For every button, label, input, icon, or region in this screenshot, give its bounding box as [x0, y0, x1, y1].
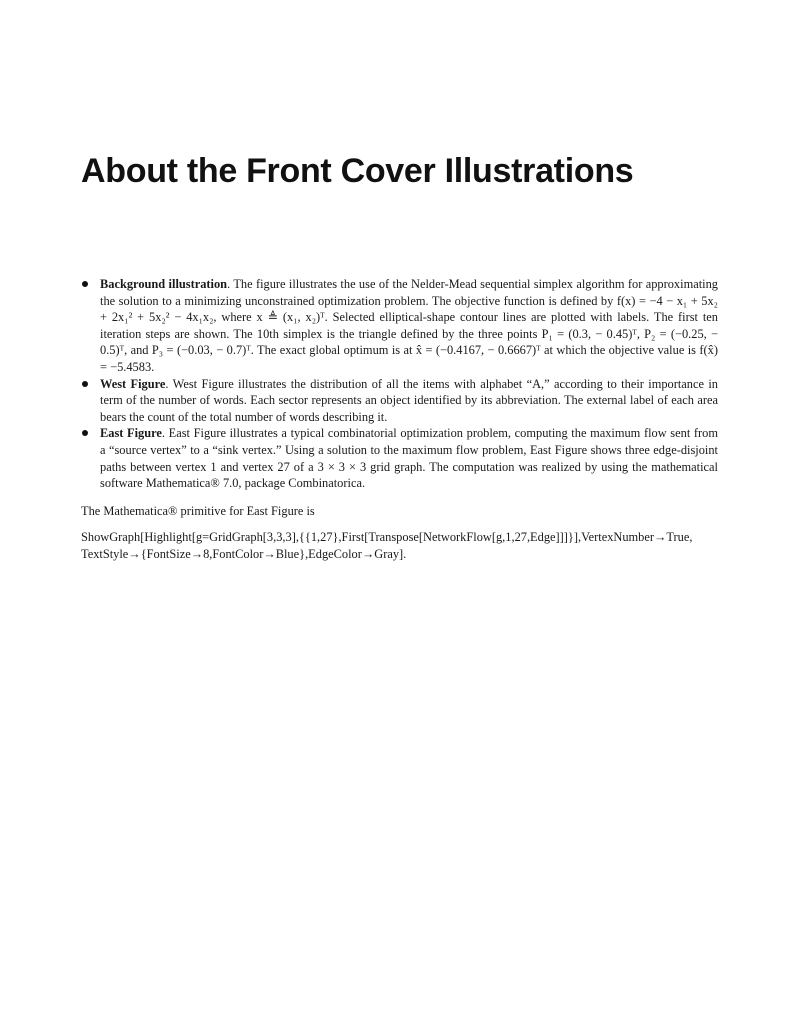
code-snippet: ShowGraph[Highlight[g=GridGraph[3,3,3],{{1,27},First[Transpose[NetworkFlow[g,1,27,Edge]]]}],VertexNumber→True, TextStyle→{FontSize→8,FontColor→Blue},EdgeColor→Gray]. — [81, 530, 693, 561]
list-item — [81, 276, 718, 376]
bullet-icon — [82, 381, 88, 387]
bullet-icon — [82, 430, 88, 436]
item-heading: West Figure — [100, 376, 166, 391]
body-text — [81, 276, 718, 563]
item-heading: East Figure — [100, 426, 162, 441]
primitive-intro: The Mathematica® primitive for East Figure is — [81, 503, 315, 518]
list-item — [81, 425, 718, 491]
list-item — [81, 376, 718, 426]
item-text: . West Figure illustrates the distribution of all the items with alphabet “A,” according to their importance in term of the number of words. Each sector represents an object identified by its abbreviation. The external label of each area bears the count of the total number of words describing it. — [100, 376, 718, 424]
item-text: . The figure illustrates the use of the Nelder-Mead sequential simplex algorithm for approximating the solution to a minimizing unconstrained optimization problem. The objective function is defined by f(x) = −4 − x₁ + 5x₂ + 2x₁² + 5x₂² − 4x₁x₂, where x ≜ (x₁, x₂)ᵀ. Selected elliptical-shape contour lines are plotted with labels. The first ten iteration steps are shown. The 10th simplex is the triangle defined by the three points P₁ = (0.3, − 0.45)ᵀ, P₂ = (−0.25, − 0.5)ᵀ, and P₃ = (−0.03, − 0.7)ᵀ. The exact global optimum is at x̂ = (−0.4167, − 0.6667)ᵀ at which the objective value is f(x̂) = −5.4583. — [100, 277, 718, 374]
item-heading: Background illustration — [100, 277, 228, 291]
item-text: . East Figure illustrates a typical combinatorial optimization problem, computing the maximum flow sent from a “source vertex” to a “sink vertex.” Using a solution to the maximum flow problem, East Figure shows three edge-disjoint paths between vertex 1 and vertex 27 of a 3 × 3 × 3 grid graph. The computation was realized by using the mathematical software Mathematica® 7.0, package Combinatorica. — [100, 426, 718, 491]
bullet-list — [81, 276, 718, 492]
bullet-icon — [82, 281, 88, 287]
page-title: About the Front Cover Illustrations — [81, 152, 634, 190]
